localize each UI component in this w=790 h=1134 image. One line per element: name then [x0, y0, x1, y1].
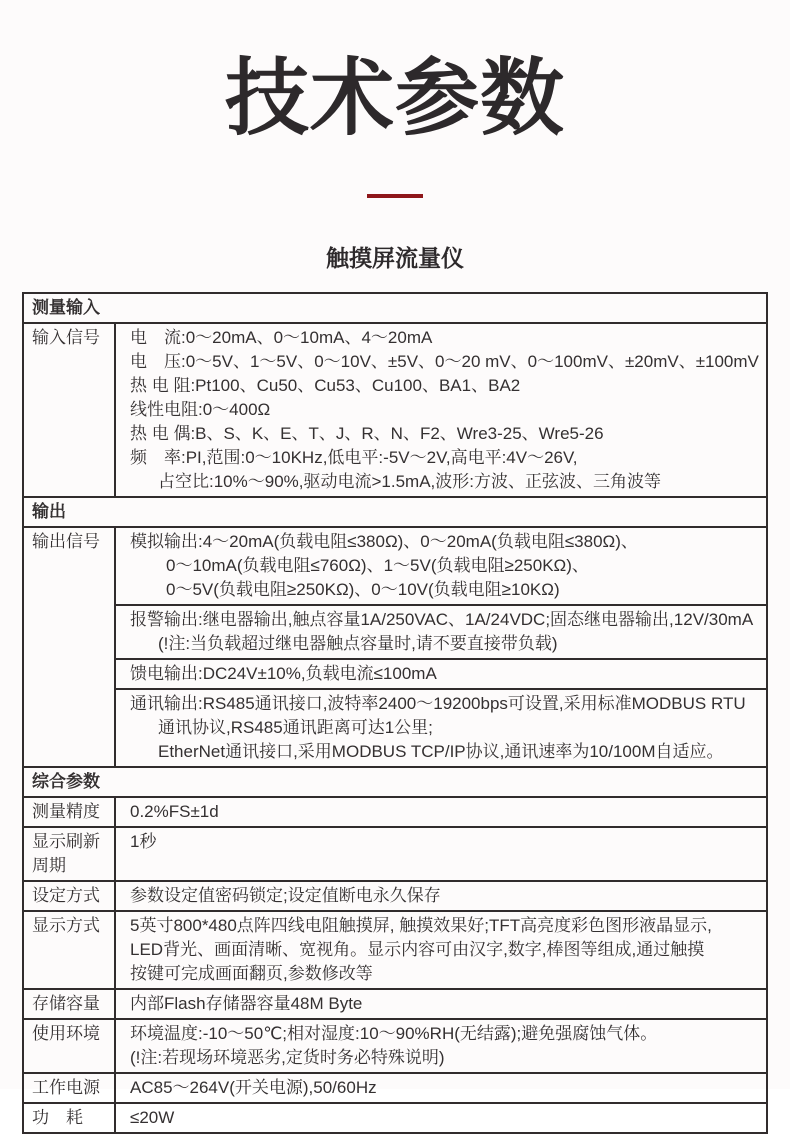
param-label-text: 显示方式 — [32, 916, 100, 935]
param-label — [24, 528, 116, 766]
spec-line: 0～10mA(负载电阻≤760Ω)、1～5V(负载电阻≥250KΩ)、 — [166, 556, 589, 575]
spec-table — [22, 292, 768, 1134]
spec-line: 0～5V(负载电阻≥250KΩ)、0～10V(负载电阻≥10KΩ) — [166, 580, 560, 599]
subrow-feed-output — [116, 658, 766, 688]
spec-line: 占空比:10%～90%,驱动电流>1.5mA,波形:方波、正弦波、三角波等 — [158, 472, 662, 491]
spec-line: 5英寸800*480点阵四线电阻触摸屏, 触摸效果好;TFT高亮度彩色图形液晶显示, — [130, 916, 712, 935]
spec-line: 内部Flash存储器容量48M Byte — [130, 994, 363, 1013]
product-subtitle: 触摸屏流量仪 — [326, 245, 464, 271]
param-label-text: 输入信号 — [32, 328, 100, 347]
param-label-text: 工作电源 — [32, 1078, 100, 1097]
spec-line: 线性电阻:0～400Ω — [130, 400, 271, 419]
spec-line: (!注:当负载超过继电器触点容量时,请不要直接带负载) — [158, 634, 558, 653]
param-label-text: 显示刷新周期 — [32, 832, 100, 875]
spec-line: 环境温度:-10～50℃;相对湿度:10～90%RH(无结露);避免强腐蚀气体。 — [130, 1024, 658, 1043]
param-label — [24, 1074, 116, 1102]
spec-line: AC85～264V(开关电源),50/60Hz — [130, 1078, 377, 1097]
param-label — [24, 882, 116, 910]
spec-line: 通讯输出:RS485通讯接口,波特率2400～19200bps可设置,采用标准MODBUS RTU — [130, 694, 746, 713]
subrow-communication-output — [116, 688, 766, 766]
param-label — [24, 828, 116, 880]
spec-line: (!注:若现场环境恶劣,定货时务必特殊说明) — [130, 1048, 445, 1067]
row-display-refresh-period — [24, 826, 766, 880]
param-value — [116, 1020, 766, 1072]
param-label-text: 测量精度 — [32, 802, 100, 821]
spec-line: 热 电 偶:B、S、K、E、T、J、R、N、F2、Wre3-25、Wre5-26 — [130, 424, 604, 443]
param-label — [24, 798, 116, 826]
spec-line: 电 压:0～5V、1～5V、0～10V、±5V、0～20 mV、0～100mV、±20mV、±100mV — [130, 352, 759, 371]
spec-line: 热 电 阻:Pt100、Cu50、Cu53、Cu100、BA1、BA2 — [130, 376, 521, 395]
param-label-text: 功 耗 — [32, 1108, 83, 1127]
spec-line: 模拟输出:4～20mA(负载电阻≤380Ω)、0～20mA(负载电阻≤380Ω)、 — [130, 532, 638, 551]
param-label — [24, 990, 116, 1018]
param-label-text: 使用环境 — [32, 1024, 100, 1043]
param-label — [24, 1104, 116, 1132]
row-storage-capacity — [24, 988, 766, 1018]
spec-line: 馈电输出:DC24V±10%,负载电流≤100mA — [130, 664, 437, 683]
param-label — [24, 324, 116, 496]
spec-line: ≤20W — [130, 1108, 175, 1127]
subrow-alarm-output — [116, 604, 766, 658]
param-value — [116, 912, 766, 988]
page-title: 技术参数 — [224, 51, 565, 145]
param-label — [24, 1020, 116, 1072]
param-value — [116, 990, 766, 1018]
accent-dash — [367, 194, 423, 198]
row-display-method — [24, 910, 766, 988]
param-label — [24, 912, 116, 988]
param-value — [116, 882, 766, 910]
param-value-stack — [116, 528, 766, 766]
param-value — [116, 1074, 766, 1102]
row-setting-method — [24, 880, 766, 910]
spec-line: 按键可完成画面翻页,参数修改等 — [130, 964, 373, 983]
spec-line: 电 流:0～20mA、0～10mA、4～20mA — [130, 328, 433, 347]
spec-line: LED背光、画面清晰、宽视角。显示内容可由汉字,数字,棒图等组成,通过触摸 — [130, 940, 705, 959]
param-value — [116, 828, 766, 880]
spec-line: 1秒 — [130, 832, 157, 851]
param-value — [116, 1104, 766, 1132]
section-header-output — [24, 496, 766, 526]
spec-line: 通讯协议,RS485通讯距离可达1公里; — [158, 718, 433, 737]
section-title: 输出 — [32, 502, 66, 521]
param-label-text: 设定方式 — [32, 886, 100, 905]
section-title: 综合参数 — [32, 772, 100, 791]
header — [0, 0, 790, 273]
param-label-text: 存储容量 — [32, 994, 100, 1013]
param-value — [116, 798, 766, 826]
row-input-signal — [24, 322, 766, 496]
param-label-text: 输出信号 — [32, 532, 100, 551]
subrow-analog-output — [116, 528, 766, 604]
row-operating-environment — [24, 1018, 766, 1072]
spec-line: 参数设定值密码锁定;设定值断电永久保存 — [130, 886, 441, 905]
param-value — [116, 324, 769, 496]
spec-line: 频 率:PI,范围:0～10KHz,低电平:-5V～2V,高电平:4V～26V, — [130, 448, 578, 467]
row-output-signal — [24, 526, 766, 766]
row-measurement-accuracy — [24, 796, 766, 826]
row-power-consumption — [24, 1102, 766, 1132]
section-header-measurement-input — [24, 294, 766, 322]
row-working-power — [24, 1072, 766, 1102]
section-title: 测量输入 — [32, 298, 100, 317]
section-header-general-parameters — [24, 766, 766, 796]
spec-line: 0.2%FS±1d — [130, 802, 219, 821]
spec-line: 报警输出:继电器输出,触点容量1A/250VAC、1A/24VDC;固态继电器输出,12V/30mA — [130, 610, 754, 629]
spec-line: EtherNet通讯接口,采用MODBUS TCP/IP协议,通讯速率为10/100M自适应。 — [158, 742, 724, 761]
